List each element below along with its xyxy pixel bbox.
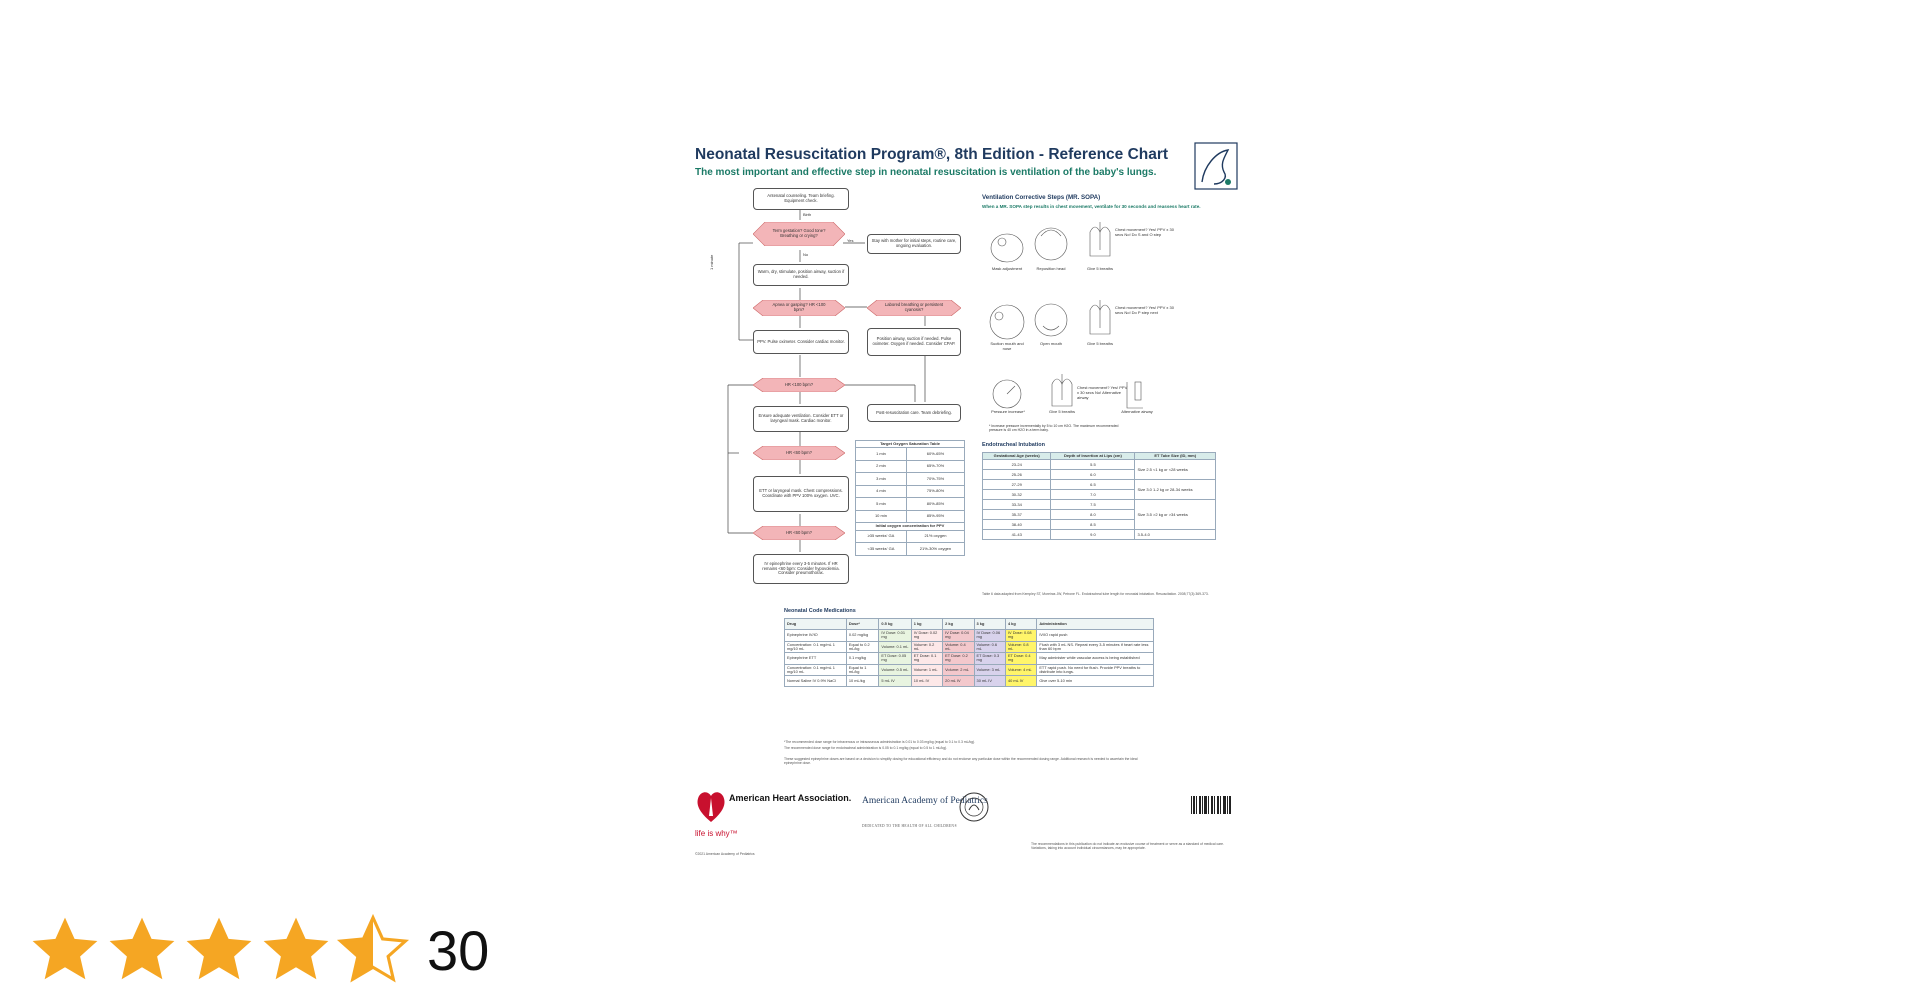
star-full-icon: [105, 913, 179, 987]
table-row: 35-37 8.0: [983, 510, 1216, 520]
table-row: Epinephrine ETT 0.1 mg/kg ET Dose: 0.05 mg ET Dose: 0.1 mg ET Dose: 0.2 mg ET Dose: 0.3 mg ET Dose: 0.4 mg May administer while vascular access is being established: [785, 653, 1154, 665]
flow-hr-under-60-second: HR <60 bpm?: [753, 526, 845, 540]
flow-hr-under-60-first: HR <60 bpm?: [753, 446, 845, 460]
table-row: Normal Saline IV 0.9% NaCl 10 mL/kg 5 mL IV 10 mL IV 20 mL IV 30 mL IV 40 mL IV Give over 5-10 min: [785, 676, 1154, 687]
flow-birth-label: Birth: [803, 212, 812, 217]
table-row: 41-43 9.0 3.5-4.0: [983, 530, 1216, 540]
table-row: 2 min 65%-70%: [856, 460, 965, 473]
mrsopa-chest-check-3: Chest movement? Yes! PPV x 30 secs No! Alternative airway: [1077, 385, 1128, 400]
table-row: Concentration: 0.1 mg/mL 1 mg/10 mL Equal to 1 mL/kg Volume: 0.5 mL Volume: 1 mL Volume: 2 mL Volume: 3 mL Volume: 4 mL ETT rapid push. No need for flush. Provide PPV breaths to distribute into lungs.: [785, 664, 1154, 676]
copyright-text: ©2021 American Academy of Pediatrics: [695, 852, 755, 856]
mrsopa-caption-open-mouth: Open mouth: [1039, 341, 1062, 346]
rating-count[interactable]: 30: [427, 918, 490, 982]
mrsopa-caption-reposition: Reposition head: [1036, 266, 1066, 271]
flow-ensure-ventilation: Ensure adequate ventilation. Consider ETT or laryngeal mask. Cardiac monitor.: [753, 406, 849, 432]
aha-name: American Heart Association.: [729, 793, 852, 803]
mrsopa-chest-check-2: Chest movement? Yes! PPV x 30 secs No! Do P step next: [1115, 305, 1174, 315]
o2-table-header: Target Oxygen Saturation Table: [856, 441, 965, 448]
mrsopa-title: Ventilation Corrective Steps (MR. SOPA): [982, 194, 1101, 201]
product-rating[interactable]: [28, 905, 489, 995]
flow-post-resuscitation: Post-resuscitation care. Team debriefing.: [867, 404, 961, 422]
flow-stay-with-mother: Stay with mother for initial steps, routine care, ongoing evaluation.: [867, 234, 961, 254]
mrsopa-caption-breaths-3: Give 5 breaths: [1048, 409, 1075, 414]
flow-epinephrine: IV epinephrine every 3-5 minutes. If HR remains <60 bpm: Consider hypovolemia. Consider pneumothorax.: [753, 554, 849, 584]
mrsopa-caption-pressure: Pressure increase*: [991, 409, 1025, 414]
disclaimer-text: The recommendations in this publication do not indicate an exclusive course of treatment or serve as a standard of medical care. Variations, taking into account individual circumstances, may be appropriate.: [1031, 842, 1224, 851]
meds-footnote-3: These suggested epinephrine doses are based on a decision to simplify dosing for educational efficiency and do not endorse any particular dose within the recommended dosing range. Additional research is needed to ascertain the ideal epinephrine dose.: [784, 757, 1138, 766]
mrsopa-chest-check-1: Chest movement? Yes! PPV x 30 secs No! Do S and O step: [1115, 227, 1174, 237]
aha-heart-torch-icon: [695, 786, 727, 826]
flow-hr-under-100: HR <100 bpm?: [753, 378, 845, 392]
flow-counseling: Antenatal counseling. Team briefing. Equipment check.: [753, 188, 849, 210]
o2-subtable-header: Initial oxygen concentration for PPV: [856, 523, 965, 530]
flow-labored-breathing: Labored breathing or persistent cyanosis?: [867, 300, 961, 316]
table-row: 30-32 7.0: [983, 490, 1216, 500]
table-row: Concentration: 0.1 mg/mL 1 mg/10 mL Equal to 0.2 mL/kg Volume: 0.1 mL Volume: 0.2 mL Volume: 0.4 mL Volume: 0.6 mL Volume: 0.8 mL Flush with 3 mL NS. Repeat every 3-5 minutes if heart rate less than 60 bpm: [785, 641, 1154, 653]
mrsopa-caption-alt-airway: Alternative airway: [1121, 409, 1153, 414]
table-row: Epinephrine IV/IO 0.02 mg/kg IV Dose: 0.01 mg IV Dose: 0.02 mg IV Dose: 0.04 mg IV Dose: 0.06 mg IV Dose: 0.08 mg IV/IO rapid push: [785, 630, 1154, 642]
endotracheal-intubation-table: Gestational Age (weeks) Depth of Insertion at Lips (cm) ET Tube Size (ID, mm) 23-24 5.5 Size 2.5 <1 kg or <28 weeks 25-26 6.0 27-29 6.5 Size 3.0 1-2 kg or 28-34 weeks 30-32 7.0 33-34 7.5 Size 3.5 >2 kg or >34 weeks 35-37 8.0 38-40 8.5 41-43 9.0 3.5-4.0: [982, 452, 1216, 540]
flow-ppv: PPV. Pulse oximeter. Consider cardiac monitor.: [753, 330, 849, 354]
flow-apnea: Apnea or gasping? HR <100 bpm?: [753, 300, 845, 316]
mrsopa-caption-breaths-2: Give 5 breaths: [1086, 341, 1113, 346]
meds-footnote-2: The recommended dose range for endotracheal administration is 0.05 to 0.1 mg/kg (equal to 0.5 to 1 mL/kg).: [784, 746, 948, 750]
table-row: 25-26 6.0: [983, 470, 1216, 480]
ett-footnote: Table 6 data adapted from Kempley ST, Moreiras JW, Petrone FL. Endotracheal tube length for neonatal intubation. Resuscitation. 2008;77(3):369-373.: [982, 592, 1209, 596]
table-row: 23-24 5.5 Size 2.5 <1 kg or <28 weeks: [983, 460, 1216, 470]
table-row: 5 min 80%-85%: [856, 498, 965, 511]
flow-position-airway: Position airway, suction if needed. Pulse oximeter. Oxygen if needed. Consider CPAP.: [867, 328, 961, 356]
mrsopa-caption-suction: Suction mouth and nose: [990, 341, 1024, 351]
meds-title: Neonatal Code Medications: [784, 608, 856, 614]
neonatal-code-medications-table: Drug Dose* 0.5 kg 1 kg 2 kg 3 kg 4 kg Administration Epinephrine IV/IO 0.02 mg/kg IV Dose: 0.01 mg IV Dose: 0.02 mg IV Dose: 0.04 mg IV Dose: 0.06 mg IV Dose: 0.08 mg IV/IO rapid push Concentration: 0.1 mg/mL 1 mg/10 mL Equal to 0.2 mL/kg Volume: 0.1 mL Volume: 0.2 mL Volume: 0.4 mL Volume: 0.6 mL Volume: 0.8 mL Flush with 3 mL NS. Repeat every 3-5 minutes if heart rate less than 60 bpm Epinephrine ETT 0.1 mg/kg ET Dose: 0.05 mg ET Dose: 0.1 mg ET Dose: 0.2 mg ET Dose: 0.3 mg ET Dose: 0.4 mg May administer while vascular access is being established Concentration: 0.1 mg/mL 1 mg/10 mL Equal to 1 mL/kg Volume: 0.5 mL Volume: 1 mL Volume: 2 mL Volume: 3 mL Volume: 4 mL ETT rapid push. No need for flush. Provide PPV breaths to distribute into lungs. Normal Saline IV 0.9% NaCl 10 mL/kg 5 mL IV 10 mL IV 20 mL IV 30 mL IV 40 mL IV Give over 5-10 min: [784, 618, 1154, 687]
poster-subtitle: The most important and effective step in neonatal resuscitation is ventilation of the baby's lungs.: [695, 167, 1157, 178]
star-full-icon: [259, 913, 333, 987]
meds-footnote-1: *The recommended dose range for intravenous or intraosseous administration is 0.01 to 0.03 mg/kg (equal to 0.1 to 0.3 mL/kg).: [784, 740, 976, 744]
aap-seal-icon: [959, 792, 989, 822]
flow-term-gestation: Term gestation? Good tone? Breathing or crying?: [753, 222, 845, 246]
table-row: 1 min 60%-65%: [856, 448, 965, 461]
flow-ett-compressions: ETT or laryngeal mask. Chest compressions. Coordinate with PPV 100% oxygen. UVC.: [753, 476, 849, 512]
poster-title: Neonatal Resuscitation Program®, 8th Edition - Reference Chart: [695, 146, 1169, 163]
product-image-reference-chart[interactable]: [695, 140, 1240, 865]
star-full-icon: [182, 913, 256, 987]
flow-no-label: No: [803, 252, 809, 257]
table-row: 38-40 8.5: [983, 520, 1216, 530]
table-row: 27-29 6.5 Size 3.0 1-2 kg or 28-34 weeks: [983, 480, 1216, 490]
mrsopa-subtitle: When a MR. SOPA step results in chest movement, ventilate for 30 seconds and reassess heart rate.: [982, 204, 1201, 209]
aap-name: American Academy of Pediatrics: [862, 796, 988, 806]
table-row: ≥35 weeks' GA 21% oxygen: [856, 530, 965, 543]
table-row: 4 min 75%-80%: [856, 485, 965, 498]
table-row: 10 min 85%-95%: [856, 510, 965, 523]
table-row: 3 min 70%-75%: [856, 473, 965, 486]
aha-tagline: life is why™: [695, 829, 738, 838]
flow-yes-label: Yes: [847, 238, 854, 243]
ett-title: Endotracheal Intubation: [982, 442, 1045, 448]
star-half-icon: [336, 913, 410, 987]
mrsopa-pressure-note: * Increase pressure incrementally by 5 to 10 cm H2O. The maximum recommended pressure is 40 cm H2O in a term baby.: [989, 424, 1119, 433]
flow-warm-dry: Warm, dry, stimulate, position airway, suction if needed.: [753, 264, 849, 286]
mrsopa-caption-mask: Mask adjustment: [991, 266, 1023, 271]
table-row: <35 weeks' GA 21%-30% oxygen: [856, 543, 965, 556]
mrsopa-caption-breaths-1: Give 5 breaths: [1086, 266, 1113, 271]
aap-tagline: DEDICATED TO THE HEALTH OF ALL CHILDREN®: [862, 824, 958, 828]
barcode-icon: [1190, 788, 1232, 818]
table-row: 33-34 7.5 Size 3.5 >2 kg or >34 weeks: [983, 500, 1216, 510]
star-full-icon: [28, 913, 102, 987]
flow-one-minute-label: 1 minute: [709, 254, 714, 270]
